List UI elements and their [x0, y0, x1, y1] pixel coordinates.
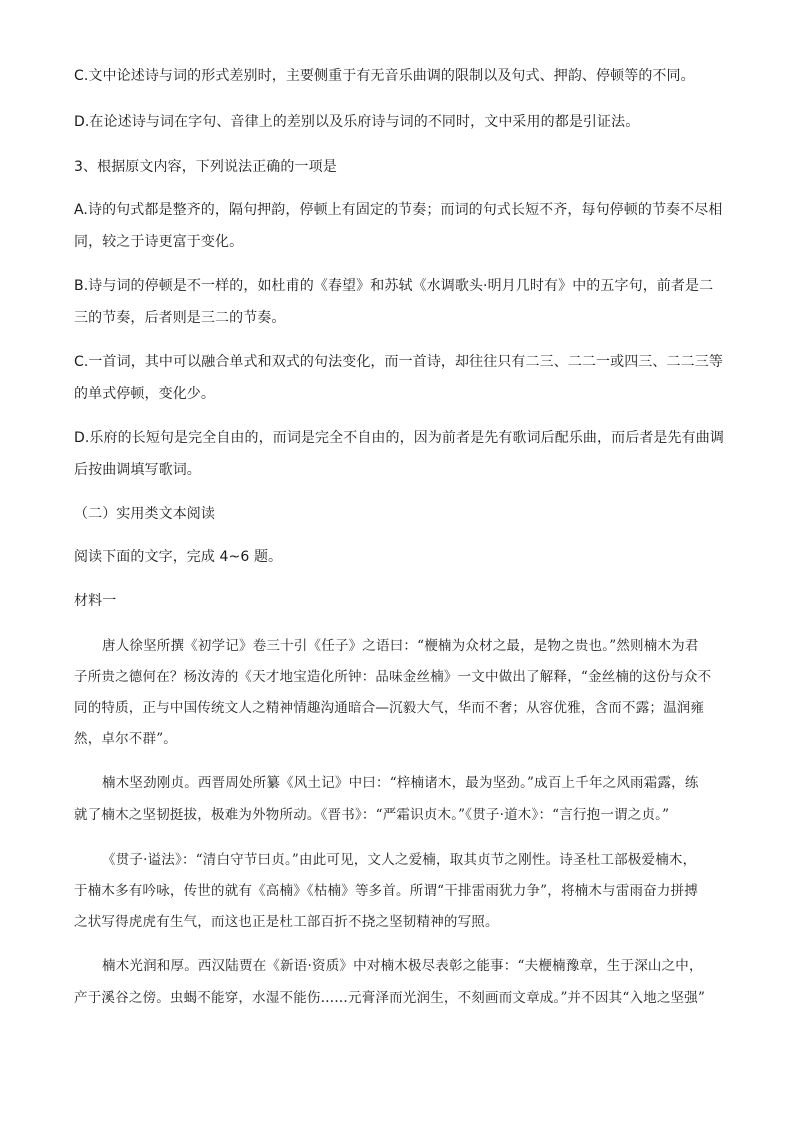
paragraph-4-line-1: 楠木光润和厚。西汉陆贾在《新语·资质》中对楠木极尽表彰之能事：“夫楩楠豫章，生于深山之中，: [102, 958, 703, 974]
paragraph-1-line-1: 唐人徐坚所撰《初学记》卷三十引《任子》之语曰：“楩楠为众材之最，是物之贵也。”然则楠木为君: [102, 638, 699, 654]
q3-option-d-line-1: D.乐府的长短句是完全自由的，而词是完全不自由的，因为前者是先有歌词后配乐曲，而后者是先有曲调: [74, 430, 724, 446]
q3-option-b-line-1: B.诗与词的停顿是不一样的，如杜甫的《春望》和苏轼《水调歌头·明月几时有》中的五字句，前者是二: [74, 278, 714, 294]
paragraph-3-line-1: 《贯子·谥法》：“清白守节曰贞。”由此可见，文人之爱楠，取其贞节之刚性。诗圣杜工部极爱楠木，: [102, 852, 697, 868]
paragraph-3-line-3: 之状写得虎虎有生气，而这也正是杜工部百折不挠之坚韧精神的写照。: [74, 914, 499, 930]
paragraph-1-line-3: 同的特质，正与中国传统文人之精神情趣沟通暗合—沉毅大气，华而不奢；从容优雅，含而不露；温润雍: [74, 700, 705, 716]
q3-option-a-line-1: A.诗的句式都是整齐的，隔句押韵，停顿上有固定的节奏；而词的句式长短不齐，每句停顿的节奏不尽相: [74, 202, 723, 218]
q3-option-b-line-2: 三的节奏，后者则是三二的节奏。: [74, 310, 286, 326]
question-3-stem: 3、根据原文内容，下列说法正确的一项是: [74, 159, 337, 175]
q3-option-c-line-2: 的单式停顿，变化少。: [74, 386, 215, 402]
material-label: 材料一: [74, 593, 117, 609]
paragraph-2-line-1: 楠木坚劲刚贞。西晋周处所纂《风土记》中曰：“梓楠诸木，最为坚劲。”成百上千年之风雨霜露，练: [102, 775, 699, 791]
q3-option-d-line-2: 后按曲调填写歌词。: [74, 462, 201, 478]
option-c-explanation: C.文中论述诗与词的形式差别时，主要侧重于有无音乐曲调的限制以及句式、押韵、停顿等的不同。: [74, 68, 695, 84]
paragraph-2-line-2: 就了楠木之坚韧挺拔，极难为外物所动。《晋书》：“严霜识贞木。”《贯子·道木》：“言行抱一谓之贞。”: [74, 807, 670, 823]
paragraph-1-line-2: 子所贵之德何在？杨汝涛的《天才地宝造化所钟：品味金丝楠》一文中做出了解释，“金丝楠的这份与众不: [74, 669, 712, 685]
q3-option-c-line-1: C.一首词，其中可以融合单式和双式的句法变化，而一首诗，却往往只有二三、二二一或四三、二二三等: [74, 354, 723, 370]
paragraph-4-line-2: 产于溪谷之傍。虫蝎不能穿，水湿不能伤……元膏泽而光润生，不刻画而文章成。”并不因其“入地之坚强”: [74, 990, 706, 1006]
option-d-explanation: D.在论述诗与词在字句、音律上的差别以及乐府诗与词的不同时，文中采用的都是引证法。: [74, 114, 640, 130]
section-heading: （二）实用类文本阅读: [74, 506, 215, 522]
paragraph-3-line-2: 于楠木多有吟咏，传世的就有《高楠》《枯楠》等多首。所谓“干排雷雨犹力争”，将楠木与雷雨奋力拼搏: [74, 883, 698, 899]
reading-instruction: 阅读下面的文字，完成 4~6 题。: [74, 549, 283, 565]
paragraph-1-line-4: 然，卓尔不群”。: [74, 731, 178, 747]
q3-option-a-line-2: 同，较之于诗更富于变化。: [74, 234, 244, 250]
